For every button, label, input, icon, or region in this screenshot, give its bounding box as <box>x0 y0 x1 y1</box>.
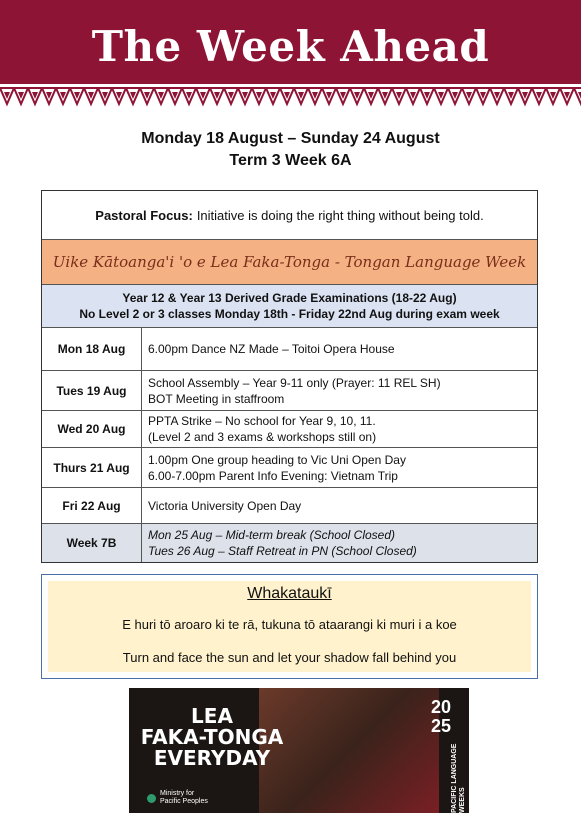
banner-year <box>427 698 455 736</box>
table-row <box>42 488 537 524</box>
event-cell <box>142 371 537 410</box>
tapa-pattern-band <box>0 84 581 108</box>
ministry-logo <box>147 790 208 806</box>
event-line: BOT Meeting in staffroom <box>148 391 285 406</box>
event-line: School Assembly – Year 9-11 only (Prayer: 11 REL SH) <box>148 375 441 390</box>
exam-notice-line2: No Level 2 or 3 classes Monday 18th - Friday 22nd Aug during exam week <box>79 307 500 321</box>
event-line: Mon 25 Aug – Mid-term break (School Closed) <box>148 528 395 542</box>
term-week: Term 3 Week 6A <box>229 152 352 169</box>
pastoral-focus-label: Pastoral Focus: <box>95 207 193 223</box>
banner-slogan <box>137 706 287 769</box>
language-week-row <box>42 240 537 285</box>
day-label: Tues 19 Aug <box>42 371 142 410</box>
day-label: Thurs 21 Aug <box>42 448 142 487</box>
banner-line1: LEA <box>191 704 233 728</box>
table-row <box>42 411 537 448</box>
pacific-language-weeks-label: PACIFIC LANGUAGE WEEKS <box>451 743 466 813</box>
day-label: Week 7B <box>42 524 142 562</box>
whakatauki-box <box>41 574 538 679</box>
tongan-language-banner <box>129 688 469 813</box>
pastoral-focus-text: Initiative is doing the right thing without being told. <box>196 207 484 223</box>
banner-line3: EVERYDAY <box>153 746 271 770</box>
table-row <box>42 448 537 488</box>
page-title: The Week Ahead <box>91 22 490 71</box>
ministry-line1: Ministry for <box>160 790 195 797</box>
event-cell <box>142 328 537 370</box>
event-line: 6.00pm Dance NZ Made – Toitoi Opera House <box>148 342 395 356</box>
whakatauki-content <box>48 581 531 672</box>
table-row <box>42 328 537 371</box>
year-bottom: 25 <box>430 716 452 736</box>
event-line: Victoria University Open Day <box>148 498 302 513</box>
day-label: Mon 18 Aug <box>42 328 142 370</box>
event-cell <box>142 448 537 487</box>
event-cell <box>142 488 537 523</box>
pastoral-focus-row <box>42 191 537 240</box>
day-label: Wed 20 Aug <box>42 411 142 447</box>
header-banner <box>0 0 581 84</box>
event-line: PPTA Strike – No school for Year 9, 10, 11. <box>148 414 376 428</box>
date-range-heading <box>0 128 581 172</box>
banner-line2: FAKA-TONGA <box>140 725 284 749</box>
event-line: 1.00pm One group heading to Vic Uni Open Day <box>148 452 406 467</box>
schedule-table <box>41 190 538 563</box>
language-week-title: Uike Kātoanga'i 'o e Lea Faka-Tonga - Tongan Language Week <box>52 253 527 271</box>
event-cell <box>142 524 537 562</box>
day-label: Fri 22 Aug <box>42 488 142 523</box>
exam-notice-line1: Year 12 & Year 13 Derived Grade Examinations (18-22 Aug) <box>122 291 457 305</box>
exam-notice-row <box>42 285 537 328</box>
ministry-text <box>160 790 208 806</box>
date-range: Monday 18 August – Sunday 24 August <box>141 130 440 147</box>
event-line: 6.00-7.00pm Parent Info Evening: Vietnam Trip <box>148 468 398 483</box>
whakatauki-maori: E huri tō aroaro ki te rā, tukuna tō ataarangi ki muri i a koe <box>122 617 457 632</box>
event-line: Tues 26 Aug – Staff Retreat in PN (School Closed) <box>148 544 417 558</box>
year-top: 20 <box>430 697 452 717</box>
table-row <box>42 524 537 562</box>
ministry-line2: Pacific Peoples <box>160 798 208 805</box>
whakatauki-english: Turn and face the sun and let your shadow fall behind you <box>122 650 457 665</box>
whakatauki-title: Whakataukī <box>247 585 332 602</box>
table-row <box>42 371 537 411</box>
event-cell <box>142 411 537 447</box>
ministry-leaf-icon <box>147 794 156 803</box>
event-line: (Level 2 and 3 exams & workshops still on) <box>148 430 377 444</box>
